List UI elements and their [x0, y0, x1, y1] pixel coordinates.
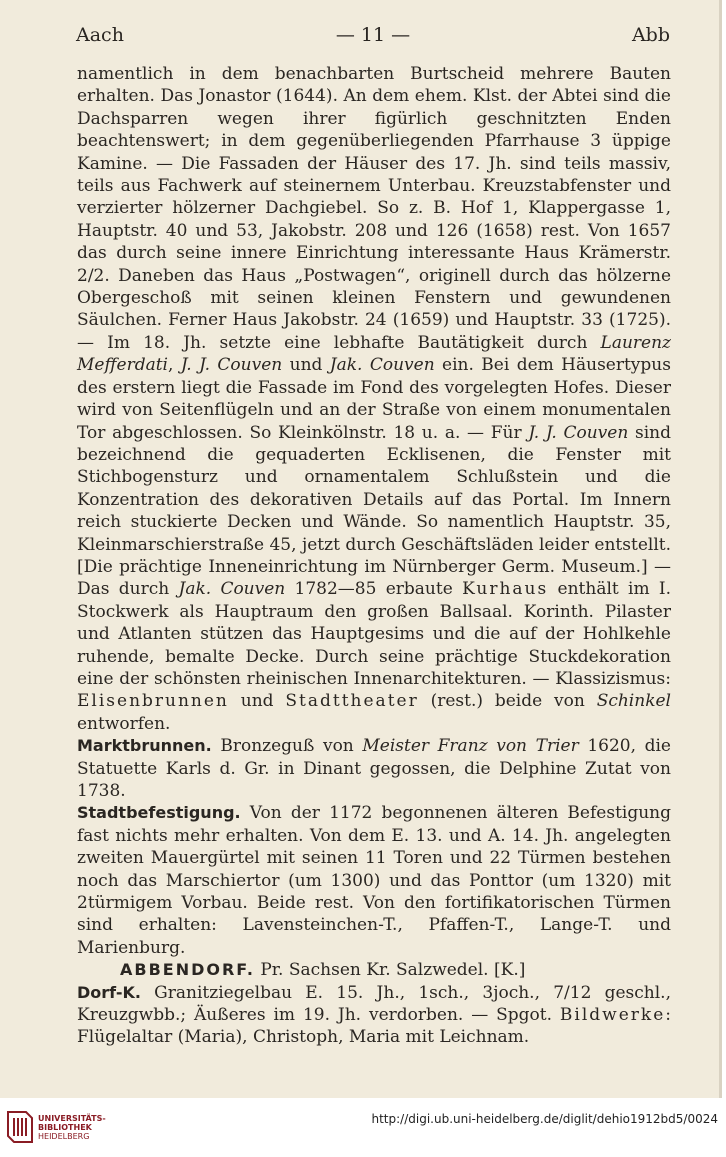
header-right: Abb	[631, 24, 670, 46]
paragraph-marktbrunnen: Marktbrunnen. Bronzeguß von Meister Franz von Trier 1620, die Statuette Karls d. Gr. in Dinant gegossen, die Delphine Zutat von 1738.	[77, 736, 671, 801]
header-left: Aach	[76, 24, 124, 46]
running-header	[76, 24, 670, 52]
paragraph-stadtbefestigung: Stadtbefestigung. Von der 1172 begonnenen älteren Befestigung fast nichts mehr erhalten. Von dem E. 13. und A. 14. Jh. angelegten zweiten Mauergürtel mit seinen 11 Toren und 22 Türmen bestehen noch das Marschiertor (um 1300) und das Ponttor (um 1320) mit 2türmigem Vorbau. Beide rest. Von den fortifikatorischen Türmen sind erhalten: Lavensteinchen-T., Pfaffen-T., Lange-T. und Marienburg.	[77, 803, 671, 958]
library-logo-icon	[6, 1110, 34, 1144]
page-number: — 11 —	[335, 24, 411, 46]
paragraph-dorf-k: Dorf-K. Granitziegelbau E. 15. Jh., 1sch., 3joch., 7/12 geschl., Kreuzgwbb.; Äußeres im 19. Jh. verdorben. — Spgot. Bildwerke: Flügelaltar (Maria), Christoph, Maria mit Leichnam.	[77, 982, 671, 1048]
paragraph-aachen-buildings: namentlich in dem benachbarten Burtscheid mehrere Bauten erhalten. Das Jonastor (1644). An dem ehem. Klst. der Abtei sind die Dachsparren wegen ihrer figürlich geschnitzten Enden beachtenswert; in dem gegenüberliegenden Pfarrhause 3 üppige Kamine. — Die Fassaden der Häuser des 17. Jh. sind teils massiv, teils aus Fachwerk auf steinernem Unterbau. Kreuzstabfenster und verzierter hölzerner Dachgiebel. So z. B. Hof 1, Klappergasse 1, Hauptstr. 40 und 53, Jakobstr. 208 und 126 (1658) rest. Von 1657 das durch seine innere Einrichtung interessante Haus Krämerstr. 2/2. Daneben das Haus „Postwagen“, originell durch das hölzerne Obergeschoß mit seinen kleinen Fenstern und gewundenen Säulchen. Ferner Haus Jakobstr. 24 (1659) und Hauptstr. 33 (1725). — Im 18. Jh. setzte eine lebhafte Bautätigkeit durch Laurenz Mefferdati, J. J. Couven und Jak. Couven ein. Bei dem Häusertypus des erstern liegt die Fassade im Fond des vorgelegten Hofes. Dieser wird von Seitenflügeln und an der Straße von einem monumentalen Tor abgeschlossen. So Kleinkölnstr. 18 u. a. — Für J. J. Couven sind bezeichnend die gequaderten Ecklisenen, die Fenster mit Stichbogensturz und ornamentalem Schlußstein und die Konzentration des dekorativen Details auf das Portal. Im Innern reich stuckierte Decken und Wände. So namentlich Hauptstr. 35, Kleinmarschierstraße 45, jetzt durch Geschäftsläden leider entstellt. [Die prächtige Inneneinrichtung im Nürnberger Germ. Museum.] — Das durch Jak. Couven 1782—85 erbaute Kurhaus enthält im I. Stockwerk als Hauptraum den großen Ballsaal. Korinth. Pilaster und Atlanten stützen das Hauptgesims und die auf der Hohlkehle ruhende, bemalte Decke. Durch seine prächtige Stuckdekoration eine der schönsten rheinischen Innenarchitekturen. — Klassizismus: Elisenbrunnen und Stadttheater (rest.) beide von Schinkel entworfen.	[77, 64, 671, 734]
body-text	[77, 63, 671, 1049]
permalink-url[interactable]: http://digi.ub.uni-heidelberg.de/diglit/dehio1912bd5/0024	[371, 1112, 718, 1126]
entry-abbendorf: ABBENDORF. Pr. Sachsen Kr. Salzwedel. [K.]	[120, 960, 526, 981]
entry-title: ABBENDORF.	[120, 960, 255, 980]
artist-name: Jak. Couven	[329, 355, 435, 376]
library-logo[interactable]: UNIVERSITÄTS- BIBLIOTHEK HEIDELBERG	[6, 1108, 126, 1148]
artist-name: J. J. Couven	[180, 355, 283, 376]
artist-name: Schinkel	[596, 691, 671, 712]
spaced-term: Stadttheater	[285, 691, 419, 712]
fraction: 7/12	[553, 982, 592, 1003]
spaced-term: Kurhaus	[462, 579, 549, 600]
section-heading: Dorf-K.	[77, 982, 141, 1002]
spaced-term: Elisenbrunnen	[77, 691, 229, 712]
footer-bar	[0, 1098, 726, 1157]
spaced-term: Bildwerke	[559, 1005, 666, 1026]
artist-name: Meister Franz von Trier	[362, 736, 579, 757]
artist-name: Laurenz Mefferdati	[77, 332, 671, 376]
artist-name: Jak. Couven	[178, 579, 286, 600]
section-heading: Stadtbefestigung.	[77, 803, 241, 823]
artist-name: J. J. Couven	[528, 422, 629, 443]
section-heading: Marktbrunnen.	[77, 736, 212, 756]
